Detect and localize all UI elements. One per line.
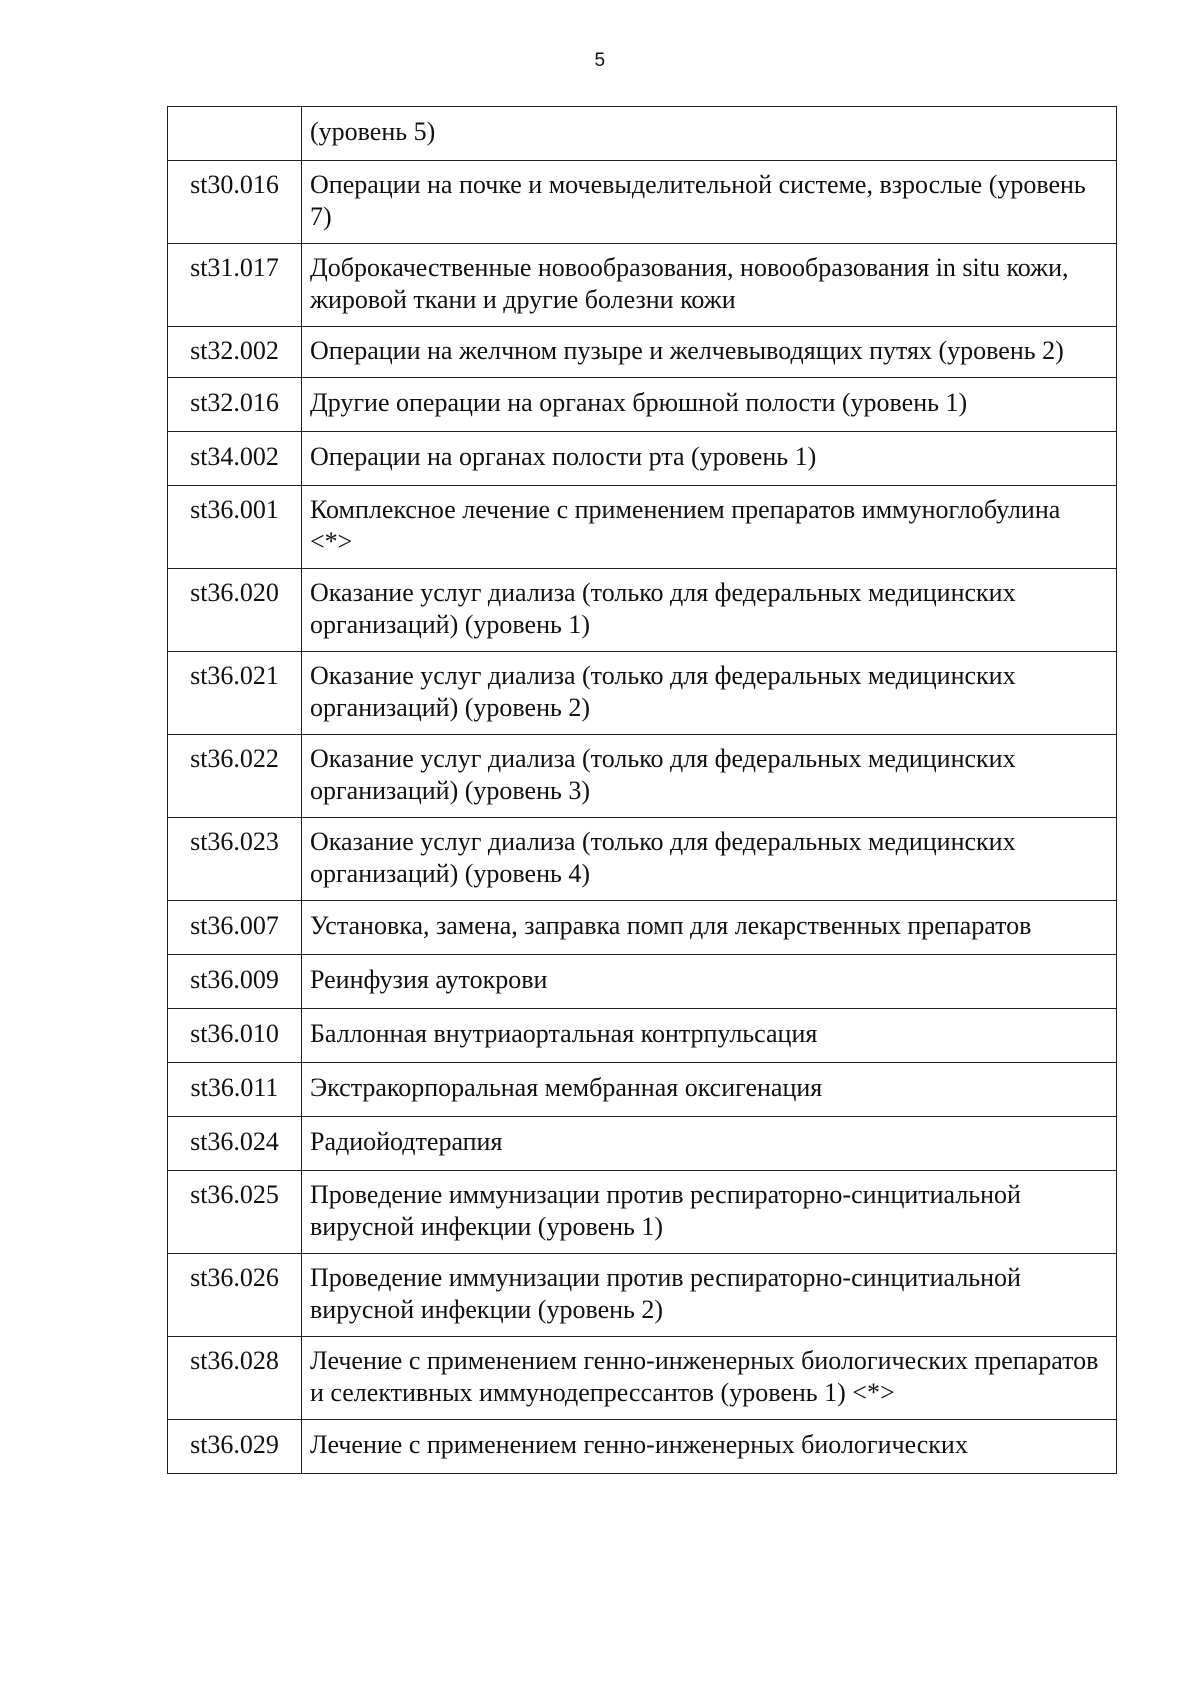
row-name: Оказание услуг диализа (только для федеральных медицинских организаций) (уровень 2) — [302, 652, 1117, 735]
row-name: Оказание услуг диализа (только для федеральных медицинских организаций) (уровень 3) — [302, 735, 1117, 818]
table-row — [168, 1337, 1117, 1420]
table-row — [168, 569, 1117, 652]
table-row — [168, 327, 1117, 378]
row-name: Радиойодтерапия — [302, 1117, 1117, 1171]
row-code: st32.016 — [168, 378, 302, 432]
row-name: Оказание услуг диализа (только для федеральных медицинских организаций) (уровень 4) — [302, 818, 1117, 901]
row-name: Операции на органах полости рта (уровень 1) — [302, 432, 1117, 486]
row-name: Оказание услуг диализа (только для федеральных медицинских организаций) (уровень 1) — [302, 569, 1117, 652]
row-name: Проведение иммунизации против респираторно-синцитиальной вирусной инфекции (уровень 2) — [302, 1254, 1117, 1337]
table-row — [168, 107, 1117, 161]
row-code: st31.017 — [168, 244, 302, 327]
row-code: st36.026 — [168, 1254, 302, 1337]
table-row — [168, 735, 1117, 818]
row-code: st36.025 — [168, 1171, 302, 1254]
row-code: st36.011 — [168, 1063, 302, 1117]
row-name: Реинфузия аутокрови — [302, 955, 1117, 1009]
row-name: Другие операции на органах брюшной полости (уровень 1) — [302, 378, 1117, 432]
table-row — [168, 901, 1117, 955]
row-name: (уровень 5) — [302, 107, 1117, 161]
row-code: st36.020 — [168, 569, 302, 652]
row-code: st36.001 — [168, 486, 302, 569]
table-row — [168, 1254, 1117, 1337]
table-row — [168, 244, 1117, 327]
row-name: Экстракорпоральная мембранная оксигенация — [302, 1063, 1117, 1117]
table-row — [168, 486, 1117, 569]
row-code: st36.007 — [168, 901, 302, 955]
row-code: st36.028 — [168, 1337, 302, 1420]
row-code: st30.016 — [168, 161, 302, 244]
table-row — [168, 432, 1117, 486]
row-code: st36.009 — [168, 955, 302, 1009]
table-row — [168, 1117, 1117, 1171]
row-name: Баллонная внутриаортальная контрпульсация — [302, 1009, 1117, 1063]
row-code: st32.002 — [168, 327, 302, 378]
page-number: 5 — [594, 50, 606, 71]
tariff-table — [167, 106, 1117, 1474]
row-code: st34.002 — [168, 432, 302, 486]
row-code: st36.010 — [168, 1009, 302, 1063]
table-row — [168, 955, 1117, 1009]
table-row — [168, 1171, 1117, 1254]
row-name: Комплексное лечение с применением препаратов иммуноглобулина <*> — [302, 486, 1117, 569]
table-row — [168, 161, 1117, 244]
row-code — [168, 107, 302, 161]
row-code: st36.022 — [168, 735, 302, 818]
row-name: Операции на почке и мочевыделительной системе, взрослые (уровень 7) — [302, 161, 1117, 244]
table-row — [168, 1063, 1117, 1117]
table-row — [168, 378, 1117, 432]
row-name: Доброкачественные новообразования, новообразования in situ кожи, жировой ткани и другие болезни кожи — [302, 244, 1117, 327]
table-row — [168, 818, 1117, 901]
table-row — [168, 652, 1117, 735]
row-code: st36.023 — [168, 818, 302, 901]
row-name: Проведение иммунизации против респираторно-синцитиальной вирусной инфекции (уровень 1) — [302, 1171, 1117, 1254]
row-name: Лечение с применением генно-инженерных биологических препаратов и селективных иммунодепрессантов (уровень 1) <*> — [302, 1337, 1117, 1420]
row-name: Установка, замена, заправка помп для лекарственных препаратов — [302, 901, 1117, 955]
row-code: st36.029 — [168, 1420, 302, 1474]
row-code: st36.021 — [168, 652, 302, 735]
row-name: Операции на желчном пузыре и желчевыводящих путях (уровень 2) — [302, 327, 1117, 378]
table-row — [168, 1420, 1117, 1474]
row-name: Лечение с применением генно-инженерных биологических — [302, 1420, 1117, 1474]
row-code: st36.024 — [168, 1117, 302, 1171]
table-row — [168, 1009, 1117, 1063]
